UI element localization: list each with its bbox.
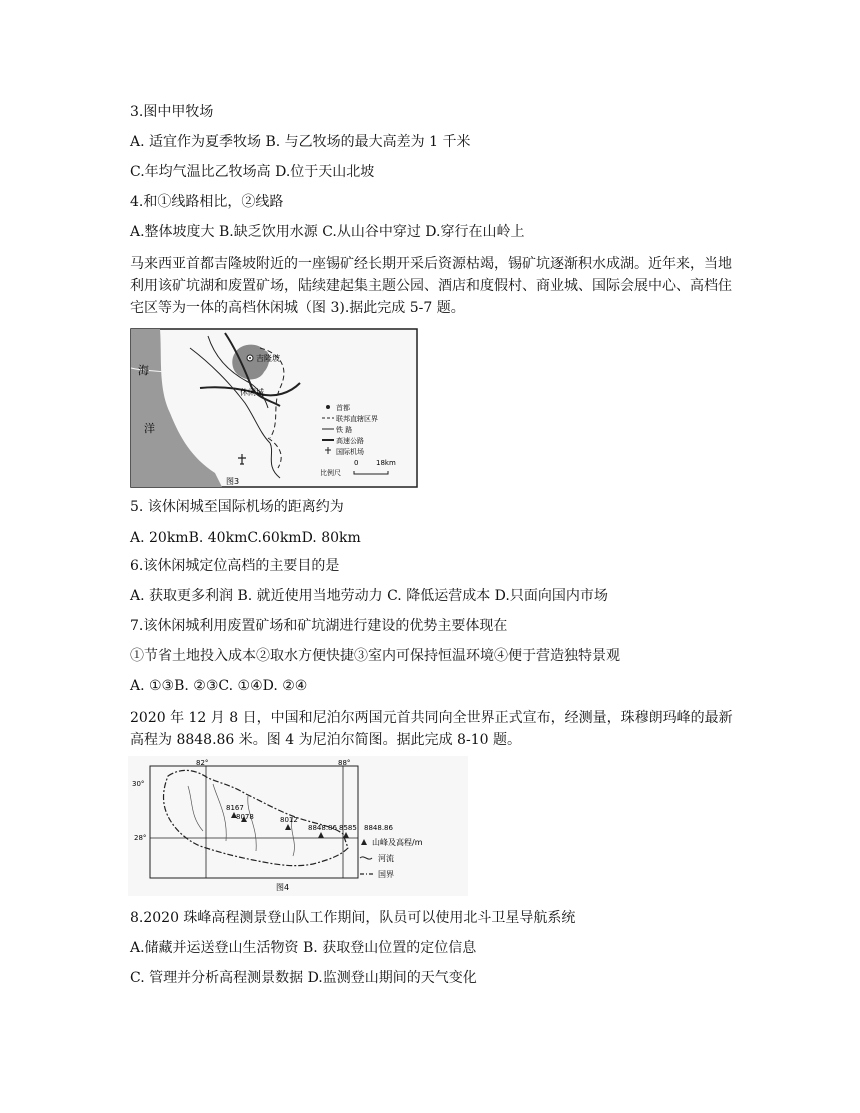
- sea-label-1: 海: [138, 364, 149, 377]
- q4-options: A.整体坡度大 B.缺乏饮用水源 C.从山谷中穿过 D.穿行在山岭上: [130, 224, 525, 240]
- peak-8848: 8848.86: [308, 824, 337, 832]
- q5-options: A. 20kmB. 40kmC.60kmD. 80km: [130, 530, 361, 546]
- q3-stem: 3.图中甲牧场: [130, 104, 214, 120]
- peak-8078: 8078: [236, 813, 254, 821]
- q6-options: A. 获取更多利润 B. 就近使用当地劳动力 C. 降低运营成本 D.只面向国内市场: [130, 588, 608, 604]
- leisure-city-label: 休闲城: [240, 388, 264, 397]
- longitude-82: 82°: [196, 759, 209, 767]
- legend-border: 国界: [378, 870, 394, 879]
- peak-8167: 8167: [226, 804, 244, 812]
- q8-stem: 8.2020 珠峰高程测景登山队工作期间，队员可以使用北斗卫星导航系统: [130, 910, 576, 926]
- q3-options-ab: A. 适宜作为夏季牧场 B. 与乙牧场的最大高差为 1 千米: [130, 134, 471, 150]
- q5-stem: 5. 该休闲城至国际机场的距离约为: [130, 499, 344, 515]
- q4-stem: 4.和①线路相比，②线路: [130, 194, 284, 210]
- legend-railway: 铁 路: [336, 426, 353, 434]
- scale-km: 18km: [376, 459, 396, 467]
- scale-label: 比例尺: [320, 469, 341, 477]
- legend-airport: 国际机场: [336, 448, 364, 456]
- latitude-30: 30°: [132, 780, 145, 788]
- q3-options-cd: C.年均气温比乙牧场高 D.位于天山北坡: [130, 164, 375, 180]
- city-label: 吉隆坡: [256, 354, 280, 363]
- legend-capital: 首都: [336, 404, 350, 412]
- top-right-value: 8848.86: [364, 824, 393, 832]
- q7-options: A. ①③B. ②③C. ①④D. ②④: [130, 678, 308, 694]
- latitude-28: 28°: [134, 834, 147, 842]
- peak-8012: 8012: [280, 816, 298, 824]
- legend-boundary: 联邦直辖区界: [336, 415, 378, 423]
- q8-options-cd: C. 管理并分析高程测景数据 D.监测登山期间的天气变化: [130, 970, 477, 986]
- passage-everest: 2020 年 12 月 8 日，中国和尼泊尔两国元首共同向全世界正式宣布，经测量，珠穆朗玛峰的最新高程为 8848.86 米。图 4 为尼泊尔简图。据此完成 8-10 题。: [130, 710, 733, 748]
- figure-4-caption: 图4: [276, 883, 290, 892]
- figure-3-caption: 图3: [226, 477, 240, 486]
- figure-3-map: [130, 328, 418, 488]
- legend-highway: 高速公路: [336, 437, 364, 445]
- longitude-88: 88°: [338, 759, 351, 767]
- legend-river: 河流: [378, 854, 394, 863]
- q7-stem: 7.该休闲城利用废置矿场和矿坑湖进行建设的优势主要体现在: [130, 618, 508, 634]
- scale-zero: 0: [354, 459, 359, 467]
- passage-kuala-lumpur: 马来西亚首都吉隆坡附近的一座锡矿经长期开采后资源枯竭，锡矿坑逐渐积水成湖。近年来，当地利用该矿坑湖和废置矿场，陆续建起集主题公园、酒店和度假村、商业城、国际会展中心、高档住宅区等为一体的高档休闲城（图 3).据此完成 5-7 题。: [130, 256, 732, 316]
- q7-items: ①节省土地投入成本②取水方便快捷③室内可保持恒温环境④便于营造独特景观: [130, 648, 620, 664]
- sea-label-2: 洋: [144, 422, 155, 435]
- peak-8585: 8585: [339, 824, 357, 832]
- legend-peak: 山峰及高程/m: [372, 838, 423, 847]
- q6-stem: 6.该休闲城定位高档的主要目的是: [130, 558, 340, 574]
- q8-options-ab: A.储藏并运送登山生活物资 B. 获取登山位置的定位信息: [130, 940, 477, 956]
- figure-4-map: [128, 756, 468, 896]
